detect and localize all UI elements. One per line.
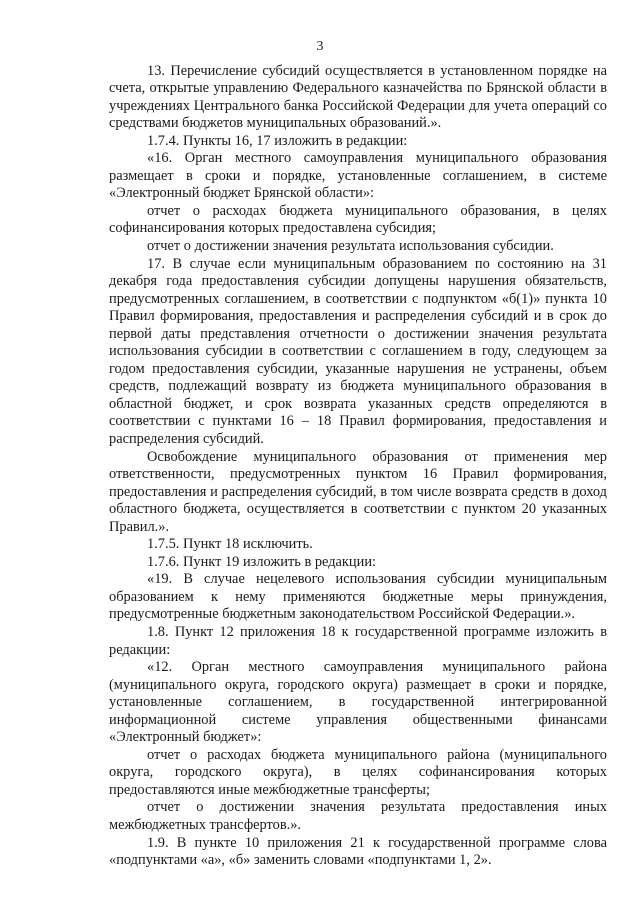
paragraph-transfer-result-report: отчет о достижении значения результата предоставления иных межбюджетных трансфертов.». [109, 799, 607, 834]
paragraph-item-16: «16. Орган местного самоуправления муниципального образования размещает в сроки и порядке, установленные соглашением, в системе «Электронный бюджет Брянской области»: [109, 150, 607, 202]
paragraph-item-13-transfer: 13. Перечисление субсидий осуществляется в установленном порядке на счета, открытые управлению Федерального казначейства по Брянской области в учреждениях Центрального банка Российской Федерации для учета операций со средствами бюджетов муниципальных образований.». [109, 62, 607, 132]
paragraph-expense-report: отчет о расходах бюджета муниципального образования, в целях софинансирования которых предоставлена субсидия; [109, 202, 607, 237]
paragraph-1-9: 1.9. В пункте 10 приложения 21 к государственной программе слова «подпунктами «а», «б» заменить словами «подпунктами 1, 2». [109, 834, 607, 869]
paragraph-result-report: отчет о достижении значения результата использования субсидии. [147, 237, 554, 254]
paragraph-item-17: 17. В случае если муниципальным образованием по состоянию на 31 декабря года предоставления субсидии допущены нарушения обязательств, предусмотренных соглашением, в соответствии с подпунктом «б(1)» пункта 10 Правил формирования, предоставления и распределения субсидий и в срок до первой даты представления отчетности о достижении значения результата использования субсидии в соответствии с соглашением в году, следующем за годом предоставления субсидии, указанные нарушения не устранены, объем средств, подлежащий возврату из бюджета муниципального образования в областной бюджет, и срок возврата указанных средств определяются в соответствии с пунктами 16 – 18 Правил формирования, предоставления и распределения субсидий. [109, 255, 607, 447]
page-number: 3 [316, 39, 324, 54]
paragraph-item-12: «12. Орган местного самоуправления муниципального района (муниципального округа, городского округа) размещает в сроки и порядке, установленные соглашением, в государственной интегрированной информационной системе управления общественными финансами «Электронный бюджет»: [109, 659, 607, 746]
paragraph-item-19: «19. В случае нецелевого использования субсидии муниципальным образованием к нему применяются бюджетные меры принуждения, предусмотренные бюджетным законодательством Российской Федерации.». [109, 571, 607, 623]
paragraph-district-expense-report: отчет о расходах бюджета муниципального района (муниципального округа, городского округа), в целях софинансирования которых предоставляются иные межбюджетные трансферты; [109, 746, 607, 798]
paragraph-1-7-4: 1.7.4. Пункты 16, 17 изложить в редакции: [147, 132, 408, 149]
paragraph-1-7-6: 1.7.6. Пункт 19 изложить в редакции: [147, 553, 377, 570]
paragraph-exemption: Освобождение муниципального образования от применения мер ответственности, предусмотренных пунктом 16 Правил формирования, предоставления и распределения субсидий, в том числе возврата средств в доход областного бюджета, осуществляется в соответствии с пунктом 20 указанных Правил.». [109, 448, 607, 535]
paragraph-1-7-5: 1.7.5. Пункт 18 исключить. [147, 536, 313, 553]
paragraph-1-8: 1.8. Пункт 12 приложения 18 к государственной программе изложить в редакции: [109, 624, 607, 658]
document-body [109, 63, 607, 870]
